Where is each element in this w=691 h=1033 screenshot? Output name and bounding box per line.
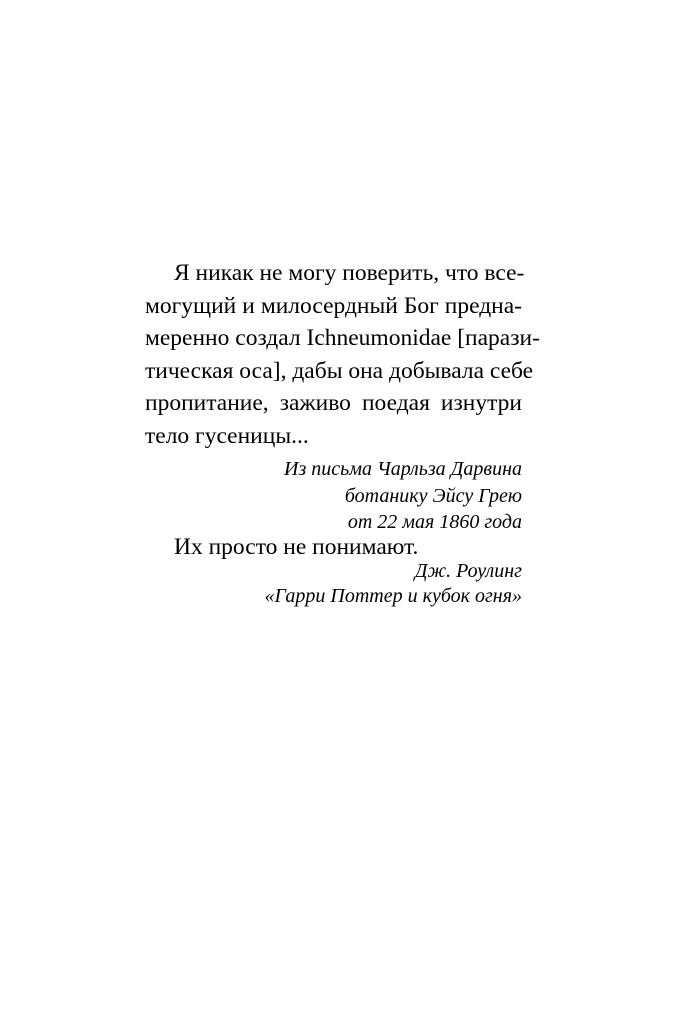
quote-line: тическая оса], дабы она добывала себе bbox=[145, 357, 534, 384]
quote-line: Я никак не могу поверить, что все- bbox=[174, 260, 525, 286]
epigraph-rowling bbox=[145, 531, 522, 609]
quote-line: могущий и милосердный Бог предна- bbox=[145, 292, 522, 319]
quote-line: тело гусеницы... bbox=[145, 422, 309, 449]
attribution-line: Из письма Чарльза Дарвина bbox=[284, 458, 522, 480]
epigraph-attribution bbox=[145, 456, 522, 536]
quote-line: Их просто не понимают. bbox=[174, 534, 419, 560]
attribution-line: от 22 мая 1860 года bbox=[347, 511, 522, 533]
attribution-line: Дж. Роулинг bbox=[414, 559, 522, 582]
quote-line: пропитание, заживо поедая изнутри bbox=[145, 390, 522, 416]
quote-line: меренно создал Ichneumonidae [парази- bbox=[145, 325, 540, 351]
epigraph-attribution bbox=[145, 559, 522, 609]
epigraph-darwin bbox=[145, 257, 540, 536]
attribution-line: «Гарри Поттер и кубок огня» bbox=[264, 584, 522, 607]
epigraph-quote bbox=[145, 257, 540, 452]
attribution-line: ботанику Эйсу Грею bbox=[344, 484, 522, 507]
